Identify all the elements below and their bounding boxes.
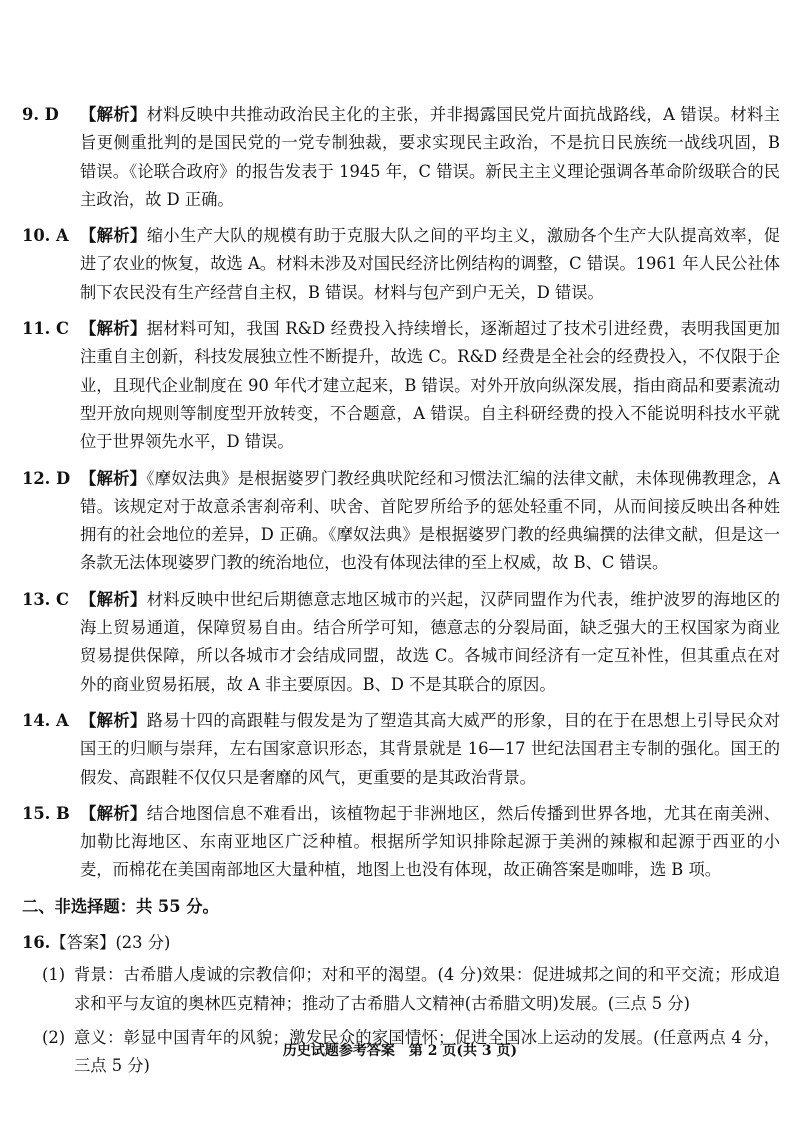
part-text: 背景：古希腊人虔诚的宗教信仰；对和平的渴望。(4 分)效果：促进城邦之间的和平交流；形成追求和平与友谊的奥林匹克精神；推动了古希腊人文精神(古希腊文明)发展。(三点 5 分): [74, 965, 780, 1013]
question-number: 11. C: [22, 319, 69, 339]
answer-tag: 【答案】(23 分): [50, 933, 171, 953]
analysis-tag: 【解析】: [80, 226, 147, 246]
analysis-text: 缩小生产大队的规模有助于克服大队之间的平均主义，激励各个生产大队提高效率，促进了农业的恢复，故选 A。材料未涉及对国民经济比例结构的调整，C 错误。1961 年人民公社体制下农民没有生产经营自主权，B 错误。材料与包产到户无关，D 错误。: [80, 226, 780, 302]
analysis-tag: 【解析】: [80, 710, 147, 730]
question-9: [22, 101, 780, 214]
section-heading: 二、非选择题：共 55 分。: [22, 896, 219, 916]
question-number: 13. C: [22, 589, 69, 609]
analysis-tag: 【解析】: [80, 803, 147, 823]
question-number: 12. D: [22, 468, 71, 488]
analysis-text: 据材料可知，我国 R&D 经费投入持续增长，逐渐超过了技术引进经费，表明我国更加注重自主创新，科技发展独立性不断提升，故选 C。R&D 经费是全社会的经费投入，不仅限于企业，且现代企业制度在 90 年代才建立起来，B 错误。对外开放向纵深发展，指由商品和要素流动型开放向规则等制度型开放转变，不合题意，A 错误。自主科研经费的投入不能说明科技水平就位于世界领先水平，D 错误。: [80, 319, 780, 452]
question-number: 14. A: [22, 710, 69, 730]
analysis-text: 《摩奴法典》是根据婆罗门教经典吠陀经和习惯法汇编的法律文献，未体现佛教理念，A 错。该规定对于故意杀害刹帝利、吠舍、首陀罗所给予的惩处轻重不同，从而间接反映出各种姓拥有的社会地位的差异，D 正确。《摩奴法典》是根据婆罗门教的经典编撰的法律文献，但是这一条款无法体现婆罗门教的统治地位，也没有体现法律的至上权威，故 B、C 错误。: [80, 468, 780, 573]
analysis-text: 材料反映中共推动政治民主化的主张，并非揭露国民党片面抗战路线，A 错误。材料主旨更侧重批判的是国民党的一党专制独裁，要求实现民主政治，不是抗日民族统一战线巩固，B 错误。《论联合政府》的报告发表于 1945 年，C 错误。新民主主义理论强调各革命阶级联合的民主政治，故 D 正确。: [80, 105, 780, 209]
answer-content: [22, 101, 780, 1087]
question-11: [22, 315, 780, 456]
part-text: 意义：彰显中国青年的风貌；激发民众的家国情怀；促进全国冰上运动的发展。(任意两点 4 分，三点 5 分): [74, 1027, 780, 1076]
page-footer: 历史试题参考答案 第 2 页(共 3 页): [282, 1043, 518, 1059]
question-12: [22, 465, 780, 578]
question-number: 9. D: [22, 105, 59, 124]
analysis-tag: 【解析】: [80, 468, 147, 488]
part-label: (2): [42, 1027, 66, 1047]
analysis-tag: 【解析】: [80, 319, 147, 339]
question-number: 15. B: [22, 803, 70, 823]
question-13: [22, 586, 780, 699]
question-16-heading: [22, 929, 780, 957]
analysis-text: 材料反映中世纪后期德意志地区城市的兴起，汉萨同盟作为代表，维护波罗的海地区的海上贸易通道，保障贸易自由。结合所学可知，德意志的分裂局面，缺乏强大的王权国家为商业贸易提供保障，所以各城市才会结成同盟，故选 C。各城市间经济有一定互补性，但其重点在对外的商业贸易拓展，故 A 非主要原因。B、D 不是其联合的原因。: [80, 589, 780, 694]
question-number: 16.: [22, 933, 51, 953]
analysis-text: 结合地图信息不难看出，该植物起于非洲地区，然后传播到世界各地，尤其在南美洲、加勒比海地区、东南亚地区广泛种植。根据所学知识排除起源于美洲的辣椒和起源于西亚的小麦，而棉花在美国南部地区大量种植，地图上也没有体现，故正确答案是咖啡，选 B 项。: [80, 803, 780, 880]
analysis-tag: 【解析】: [80, 105, 147, 124]
question-14: [22, 707, 780, 792]
question-15: [22, 800, 780, 885]
analysis-text: 路易十四的高跟鞋与假发是为了塑造其高大威严的形象，目的在于在思想上引导民众对国王的归顺与崇拜，左右国家意识形态，其背景就是 16—17 世纪法国君主专制的强化。国王的假发、高跟鞋不仅仅只是奢靡的风气，更重要的是其政治背景。: [80, 710, 780, 787]
part-label: (1): [42, 965, 66, 985]
analysis-tag: 【解析】: [80, 589, 147, 609]
answer-part-1: [22, 961, 780, 1018]
question-number: 10. A: [22, 226, 69, 246]
question-10: [22, 222, 780, 307]
